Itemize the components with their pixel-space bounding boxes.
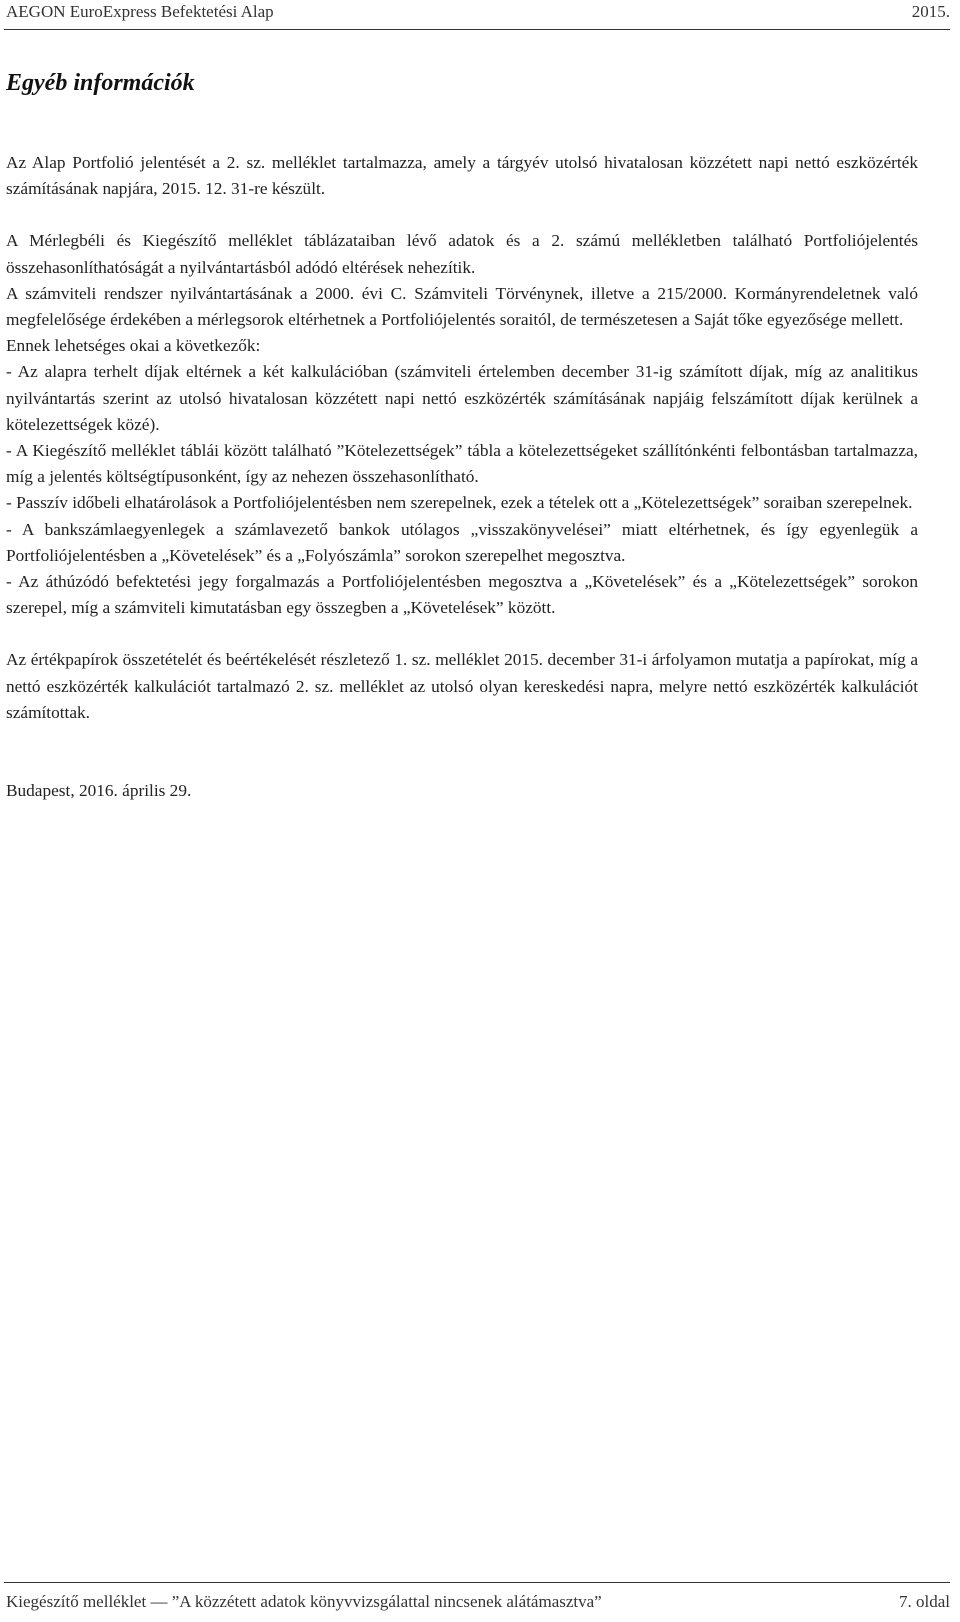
paragraph-portfolio-report: Az Alap Portfolió jelentését a 2. sz. melléklet tartalmazza, amely a tárgyév utolsó hivatalosan közzétett napi nettó eszközérték számításának napjára, 2015. 12. 31-re készült.: [6, 153, 918, 199]
header-year: 2015.: [911, 2, 950, 21]
place-and-date: Budapest, 2016. április 29.: [6, 781, 192, 801]
body-text: [6, 150, 918, 804]
header-fund-name: AEGON EuroExpress Befektetési Alap: [6, 2, 274, 21]
page-footer: [6, 1589, 950, 1615]
paragraph-reasons-intro: Ennek lehetséges okai a következők:: [6, 336, 261, 356]
paragraph-accounting-system: A számviteli rendszer nyilvántartásának a 2000. évi C. Számviteli Törvénynek, illetve a 215/2000. Kormányrendeletnek való megfelelősége érdekében a mérlegsorok eltérhetnek a Portfoliójelentés soraitól, de természetesen a Saját tőke egyezősége mellett.: [6, 283, 918, 330]
footer-rule: [4, 1582, 950, 1583]
spacer: [6, 202, 918, 228]
bullet-accruals: - Passzív időbeli elhatárolások a Portfoliójelentésben nem szerepelnek, ezek a tételek ott a „Kötelezettségek” soraiban szerepelnek.: [6, 493, 913, 513]
bullet-liabilities-table: - A Kiegészítő melléklet táblái között található ”Kötelezettségek” tábla a kötelezettségeket szállítónkénti felbontásban tartalmazza, míg a jelentés költségtípusonként, így az nehezen összehasonlítható.: [6, 441, 918, 487]
footer-annex-title: Kiegészítő melléklet — ”A közzétett adatok könyvvizsgálattal nincsenek alátámasztva”: [6, 1592, 602, 1611]
paragraph-securities-annex: Az értékpapírok összetételét és beértékelését részletező 1. sz. melléklet 2015. december 31-i árfolyamon mutatja a papírokat, míg a nettó eszközérték kalkulációt tartalmazó 2. sz. melléklet az utolsó olyan kereskedési napra, melyre nettó eszközérték kalkulációt számítottak.: [6, 650, 918, 722]
section-title: Egyéb információk: [6, 70, 195, 96]
spacer: [6, 726, 918, 778]
header-rule: [4, 29, 950, 30]
bullet-unit-distribution: - Az áthúzódó befektetési jegy forgalmazás a Portfoliójelentésben megosztva a „Követelések” és a „Kötelezettségek” sorokon szerepel, míg a számviteli kimutatásban egy összegben a „Követelések” között.: [6, 572, 918, 618]
bullet-fees: - Az alapra terhelt díjak eltérnek a két kalkulációban (számviteli értelemben december 31-ig számított díjak, míg az analitikus nyilvántartás szerint az utolsó hivatalosan közzétett napi nettó eszközérték számításának napjáig felszámított díjak kerülnek a kötelezettségek közé).: [6, 362, 918, 434]
bullet-bank-balances: - A bankszámlaegyenlegek a számlavezető bankok utólagos „visszakönyvelései” miatt eltérhetnek, és így egyenlegük a Portfoliójelentésben a „Követelések” és a „Folyószámla” sorokon szerepelhet megosztva.: [6, 519, 918, 565]
paragraph-comparability: A Mérlegbéli és Kiegészítő melléklet táblázataiban lévő adatok és a 2. számú mellékletben található Portfoliójelentés összehasonlíthatóságát a nyilvántartásból adódó eltérések nehezítik.: [6, 231, 918, 277]
page-header: [6, 0, 950, 24]
spacer: [6, 621, 918, 647]
page-number: 7. oldal: [899, 1592, 950, 1611]
